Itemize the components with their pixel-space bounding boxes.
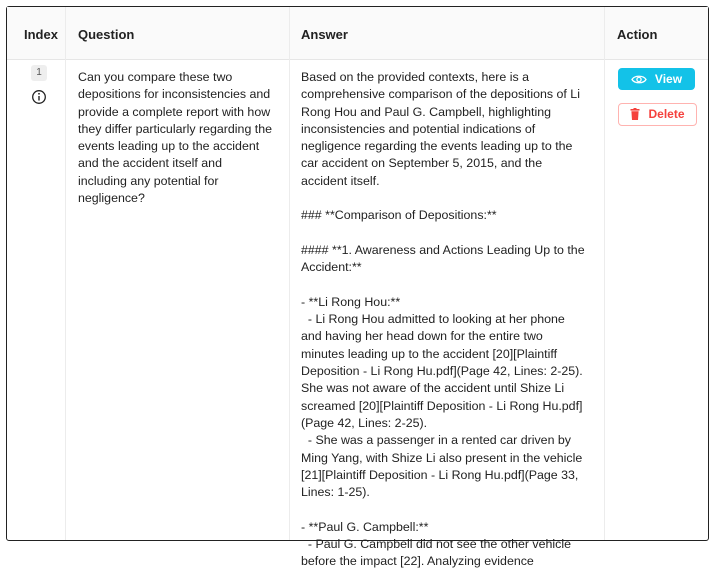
table-header (7, 7, 708, 60)
delete-button[interactable] (618, 103, 697, 126)
column-divider (289, 7, 290, 540)
row-index-badge: 1 (31, 65, 47, 81)
trash-icon (630, 108, 640, 120)
column-divider (604, 7, 605, 540)
header-question[interactable]: Question (78, 27, 135, 42)
delete-button-label: Delete (648, 107, 685, 121)
answer-text: Based on the provided contexts, here is a comprehensive comparison of the depositions of Li Rong Hou and Paul G. Campbell, highlighting inconsistencies and potential indications of negligence regarding the events leading up to the car accident on September 5, 2015, and the accident itself. ### **Comparison of Depositions:** #### **1. Awareness and Actions Leading Up to the Accident:** - **Li Rong Hou:** - Li Rong Hou admitted to looking at her phone and having her head down for the entire two minutes leading up to the accident [20][Plaintiff Deposition - Li Rong Hu.pdf](Page 42, Lines: 2-25). She was not aware of the accident until Shize Li screamed [20][Plaintiff Deposition - Li Rong Hu.pdf](Page 42, Lines: 2-25). - She was a passenger in a rented car driven by Ming Yang, with Shize Li also present in the vehicle [21][Plaintiff Deposition - Li Rong Hu.pdf](Page 33, Lines: 1-25). - **Paul G. Campbell:** - Paul G. Campbell did not see the other vehicle before the impact [22]. Analyzing evidence (301, 70, 585, 569)
header-index[interactable]: Index (24, 27, 58, 42)
view-button[interactable] (618, 68, 695, 90)
data-table (6, 6, 709, 569)
header-action[interactable]: Action (617, 27, 658, 42)
eye-icon (631, 74, 647, 85)
question-text: Can you compare these two depositions for inconsistencies and provide a complete report with how they differ particularly regarding the events leading up to the accident and the accident itself and including any potential for negligence? (78, 70, 272, 206)
info-icon[interactable] (31, 89, 47, 105)
column-divider (65, 7, 66, 540)
header-answer[interactable]: Answer (301, 27, 348, 42)
view-button-label: View (654, 72, 683, 86)
